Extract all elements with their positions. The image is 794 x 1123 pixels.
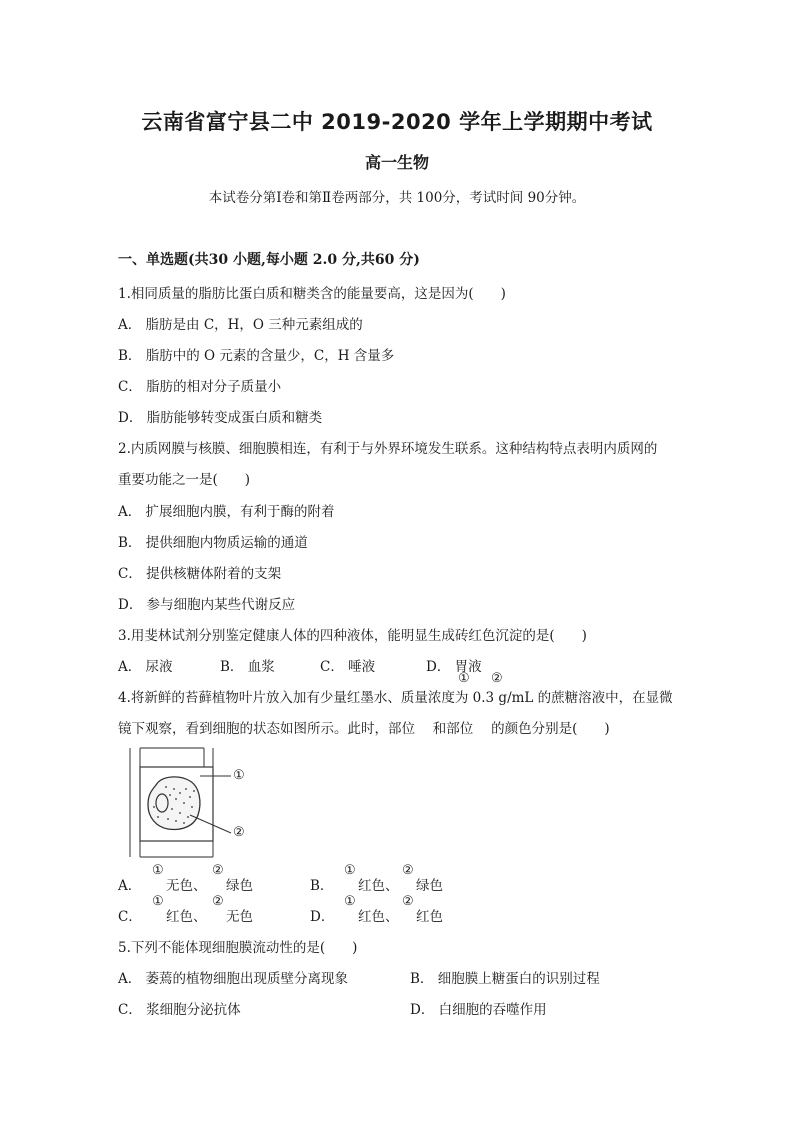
q4-stem-mark-2: ② — [491, 671, 503, 686]
q4-option-d-text-2: 红色 — [416, 909, 443, 925]
q4-option-d-mark-2: ② — [402, 894, 414, 909]
q4-option-a-text-1: 无色、 — [166, 878, 207, 894]
q4-stem-line1: 4.将新鲜的苔藓植物叶片放入加有少量红墨水、质量浓度为 0.3 g/mL 的蔗糖溶液中，在显微 — [118, 690, 673, 706]
q5-option-b: B． 细胞膜上糖蛋白的识别过程 — [410, 971, 600, 987]
q5-stem: 5.下列不能体现细胞膜流动性的是( ) — [118, 940, 358, 956]
q4-option-b-label: B． — [310, 878, 334, 894]
section-heading: 一、单选题(共30 小题,每小题 2.0 分,共60 分) — [118, 252, 420, 268]
q3-option-a: A． 尿液 — [118, 659, 173, 675]
q3-option-c: C． 唾液 — [320, 659, 376, 675]
label-line-2 — [190, 815, 231, 833]
q2-stem-line1: 2.内质网膜与核膜、细胞膜相连，有利于与外界环境发生联系。这种结构特点表明内质网的 — [118, 441, 658, 457]
q4-option-d-text-1: 红色、 — [358, 909, 399, 925]
q2-stem-line2: 重要功能之一是( ) — [118, 472, 251, 488]
q1-option-a: A． 脂肪是由 C，H，O 三种元素组成的 — [118, 317, 363, 333]
q4-option-b-text-2: 绿色 — [416, 878, 443, 894]
q4-figure-mark-1: ① — [233, 768, 245, 783]
q1-option-b: B． 脂肪中的 O 元素的含量少，C，H 含量多 — [118, 348, 395, 364]
exam-title: 云南省富宁县二中 2019-2020 学年上学期期中考试 — [141, 110, 653, 134]
q1-option-c: C． 脂肪的相对分子质量小 — [118, 379, 282, 395]
q3-stem: 3.用斐林试剂分别鉴定健康人体的四种液体，能明显生成砖红色沉淀的是( ) — [118, 628, 587, 644]
subject-title: 高一生物 — [364, 153, 429, 172]
q4-stem-mark-1: ① — [458, 671, 470, 686]
q5-option-d: D． 白细胞的吞噬作用 — [410, 1002, 547, 1018]
exam-instructions: 本试卷分第Ⅰ卷和第Ⅱ卷两部分，共 100分，考试时间 90分钟。 — [208, 190, 586, 206]
q4-stem-line2: 镜下观察，看到细胞的状态如图所示。此时，部位 和部位 的颜色分别是( ) — [118, 721, 610, 737]
q4-option-b-text-1: 红色、 — [358, 878, 399, 894]
q2-option-b: B． 提供细胞内物质运输的通道 — [118, 535, 308, 551]
q4-option-d-mark-1: ① — [344, 894, 356, 909]
q5-option-c: C． 浆细胞分泌抗体 — [118, 1002, 241, 1018]
q4-figure-mark-2: ② — [233, 825, 245, 840]
q2-option-a: A． 扩展细胞内膜，有利于酶的附着 — [118, 504, 335, 520]
q4-cell-diagram — [118, 745, 268, 860]
q4-option-c-mark-2: ② — [212, 894, 224, 909]
q2-option-c: C． 提供核糖体附着的支架 — [118, 566, 282, 582]
q4-option-a-text-2: 绿色 — [226, 878, 253, 894]
q4-option-a-mark-1: ① — [152, 863, 164, 878]
q4-option-c-text-1: 红色、 — [166, 909, 207, 925]
q4-option-c-mark-1: ① — [152, 894, 164, 909]
q3-option-d: D． 胃液 — [426, 659, 482, 675]
q4-option-b-mark-1: ① — [344, 863, 356, 878]
q4-option-a-label: A． — [118, 878, 142, 894]
q5-option-a: A． 萎蔫的植物细胞出现质壁分离现象 — [118, 971, 349, 987]
q4-option-d-label: D． — [310, 909, 335, 925]
q1-stem: 1.相同质量的脂肪比蛋白质和糖类含的能量要高，这是因为( ) — [118, 286, 506, 302]
q4-option-c-label: C． — [118, 909, 142, 925]
q3-option-b: B． 血浆 — [220, 659, 275, 675]
q4-option-b-mark-2: ② — [402, 863, 414, 878]
q4-option-a-mark-2: ② — [212, 863, 224, 878]
q4-option-c-text-2: 无色 — [226, 909, 253, 925]
q2-option-d: D． 参与细胞内某些代谢反应 — [118, 597, 296, 613]
q1-option-d: D． 脂肪能够转变成蛋白质和糖类 — [118, 410, 323, 426]
